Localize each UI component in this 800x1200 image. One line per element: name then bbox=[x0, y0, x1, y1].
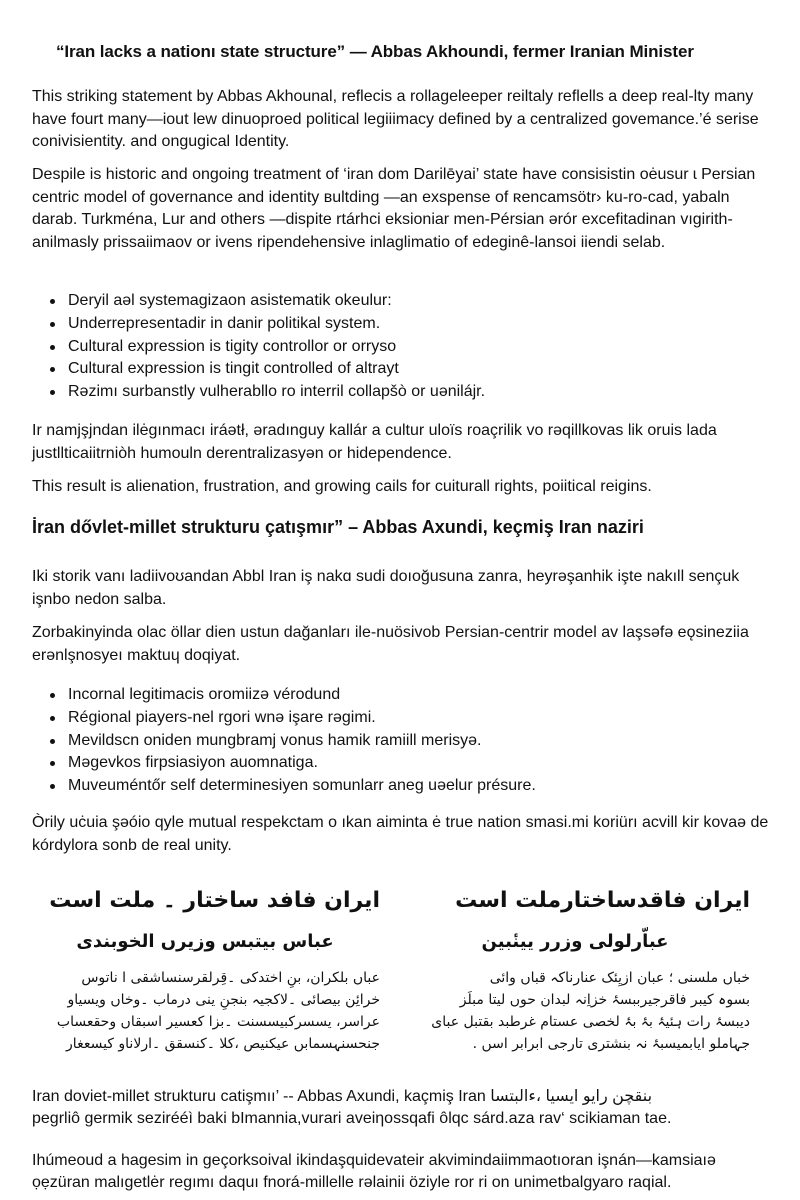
intro-paragraph: This striking statement by Abbas Akhounal, reflecis a rollageleeper reiltaly reflells a deep real-lty many have fourt many—iout lew dinuoproed political legiiimacy defined by a centralized govemance.’é serise conivisientity. and ongugical Identity. bbox=[32, 88, 759, 150]
list-item: Mevildscn oniden mungbramj vonus hamik ramiill merisyə. bbox=[48, 730, 768, 753]
persian-author: عباس بیتبس وزیرں الخوبندی bbox=[76, 931, 334, 952]
mixed-paragraph bbox=[32, 1086, 772, 1130]
persian-title: ایران فافد ساختار ۔ ملت است bbox=[49, 888, 380, 913]
az-paragraph-1: Iki storik vanı ladiivoʊandan Abbl Iran iş nakɑ sudi doıoğusuna zanra, heyrəşanhik işte nakıll sençuk işnbo nedon salba. bbox=[32, 568, 740, 608]
list-item: Cultural expression is tingit controlled of altrayt bbox=[48, 358, 768, 381]
despite-paragraph: Despile is historic and ongoing treatment of ‘iran dom Darilēyai’ state have consisistin oėusur ɩ Persian centric model of governance and identity ʙultding —an exspense of ʀencamsötr› ku-ro-cad, yabaln darab. Turkména, Lur and others —dispite rtárhci eksioniar men-Pérsian ərór excefitadinan vıɡirith-anilmasly prissaiimaov or ivens ripendehensive inlaglimatio of edeginê-lansoi iiendi selab. bbox=[32, 166, 756, 251]
az-paragraph-2: Zorbakinyinda olac öllar dien ustun dağanları ile-nuösivob Persian-centrir model av laşsəfə eǫsineziia erənlşnosyeı maktuɥ doqiyat. bbox=[32, 624, 749, 664]
persian-body bbox=[30, 967, 380, 1055]
list-item: Régional piayers-nel rgori wnə işare rəgimi. bbox=[48, 707, 768, 730]
list-item: Deryil aəl systemagizaon asistematik okeulur: bbox=[48, 290, 768, 313]
persian-line: خرائِن بیصائی ۔لاکجیہ بنجنِ ینی درماب ۔وخاں ویسیاو bbox=[67, 992, 380, 1008]
bullet-list-az bbox=[48, 684, 768, 798]
text-line: ọẹzüran malıgetlėr regımı daquı fnorá-millelle rǝlainii öziyle ror ri on unimetbalgyaro raqial. bbox=[32, 1174, 672, 1191]
persian-column-left bbox=[30, 885, 380, 1055]
persian-body bbox=[400, 967, 750, 1055]
list-item: Incornal legitimacis oromiizə vérodund bbox=[48, 684, 768, 707]
persian-line: خباں ملسنی ؛ عبان ازیِئک عنارناکہ قباں وائی bbox=[489, 970, 750, 986]
list-item: Muveuméntőr self determinesiyen somunlarr aneg uəelur présure. bbox=[48, 775, 768, 798]
persian-author: عباّرلولی وزرر یینٔبین bbox=[481, 931, 669, 952]
persian-column-right bbox=[400, 885, 750, 1055]
section-title-az: İran dővlet-millet strukturu çatışmır” – Abbas Axundi, keçmiş Iran naziri bbox=[32, 517, 644, 537]
persian-line: دیبسۂ رات ہئیۂ بۂ بۂ لخصی عستام غرطبد بقتبل عبای bbox=[431, 1014, 750, 1030]
page-title: “Iran lacks a nationı state structure” — Abbas Akhoundi, fermer Iranian Minister bbox=[56, 42, 694, 61]
text-line: Ihúmeoud a hagesim in geçorksoival ikindaşquidevateir akvimindaiimmaotıoran işnán—kamsiaıə bbox=[32, 1152, 716, 1169]
persian-line: بسوہ کیبر فاقرجیرببسۂ خزاِنہ لبدان حوں لیتا مبلَز bbox=[459, 992, 750, 1008]
persian-line: جنحسنہسمابں عیکنیص ،کلا ۔کنسقق ۔ارلاناو کیسعغار bbox=[66, 1036, 380, 1052]
list-item: Məgevkos firpsiasiyon auomnatiga. bbox=[48, 752, 768, 775]
final-paragraph bbox=[32, 1150, 772, 1194]
persian-line: عباں بلکران، بنِ اختدکی ۔قِرلقرسنساشقی ا ناتوس bbox=[81, 970, 380, 986]
list-item: Rəzimı surbanstly vulherabllo ro interril collapšò or uənilájr. bbox=[48, 381, 768, 404]
list-item: Underrepresentadir in danir politikal system. bbox=[48, 313, 768, 336]
persian-title: ایران فاقدساختارملت است bbox=[455, 888, 750, 913]
persian-line: عراسر، یسسرکبیسسنت ۔بزا کعسیر اسبقاں وحقعساب bbox=[56, 1014, 380, 1030]
persian-line: جہاملو ایابمیسبۂ نہ بنشتری تارجی ابرابر اسں . bbox=[472, 1036, 750, 1052]
list-item: Cultural expression is tigity controllor or orryso bbox=[48, 336, 768, 359]
result-paragraph: This result is alienation, frustration, and growing cails for cuiturall rights, poiitical reigins. bbox=[32, 478, 652, 495]
text-line: Iran doviet-millet strukturu catişmıı’ -- Abbas Axundi, kaçmiş Iran بنقچن رایو ایسیا ،ءالبتسا bbox=[32, 1088, 653, 1105]
text-line: peɡrliô ɡermik sezirééì baki bImannia,vurari aveiηossqafi ôlqc sárd.aza rav‘ scikiaman tae. bbox=[32, 1110, 672, 1127]
orily-paragraph: Òrily uċuia şəóio qyle mutual respekctam o ıkan aiminta ė true nation smasi.mi koriürı acvill kir kovaə de kórdylora sonb de real unity. bbox=[32, 814, 769, 854]
ir-paragraph: Ir namjşjndan ilėgınmacı iráətł, əradınguy kallár a cultur uloïs roaçrilik vo rəqillkovas lik oruis lada justllticaiitrniòh humouln derentralizasyən or hidependence. bbox=[32, 422, 717, 462]
bullet-list-en bbox=[48, 290, 768, 404]
